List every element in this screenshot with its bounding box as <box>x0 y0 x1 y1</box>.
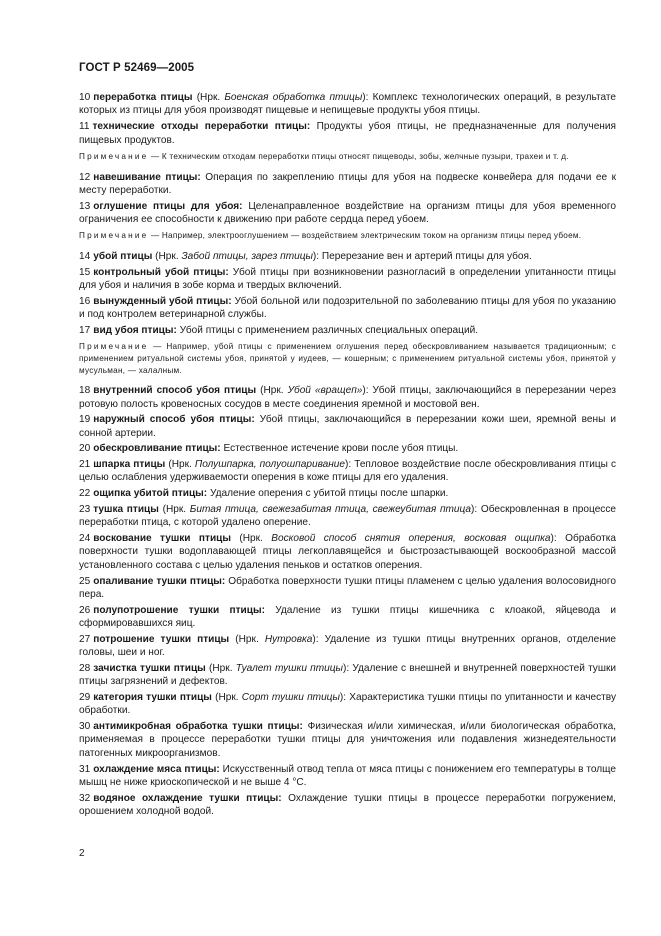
note-text: — Например, электрооглушением — воздействием электрическим током на организм птицы перед убоем. <box>148 231 582 241</box>
note <box>79 230 616 242</box>
note-label: Примечание <box>79 151 149 161</box>
term-pre: (Нрк. <box>158 503 190 515</box>
term-pre: (Нрк. <box>165 459 195 471</box>
term-number: 10 <box>79 92 91 103</box>
term-name: охлаждение мяса птицы: <box>93 763 220 775</box>
term-number: 20 <box>79 443 91 455</box>
document-header: ГОСТ Р 52469—2005 <box>79 62 195 74</box>
term-number: 29 <box>79 691 91 703</box>
term-name: полупотрошение тушки птицы: <box>93 604 265 616</box>
note-label: Примечание <box>79 231 149 241</box>
term-number: 31 <box>79 763 91 775</box>
term-entry <box>79 633 616 660</box>
term-definition: Обработка поверхности тушки птицы пламенем с целью удаления волосовидного пера. <box>79 575 616 600</box>
term-number: 30 <box>79 721 91 733</box>
term-number: 14 <box>79 251 91 263</box>
term-definition: ): Убой птицы, заключающийся в перерезании через ротовую полость кровеносных сосудов в месте соединения яремной и мостовой вен. <box>79 385 616 410</box>
note <box>79 151 616 163</box>
term-number: 26 <box>79 604 91 616</box>
term-definition: ): Обескровленная в процессе переработки птица, с которой удалено оперение. <box>79 503 617 529</box>
note-text: — К техническим отходам переработки птицы относят пищеводы, зобы, желчные пузыри, трахеи и т. д. <box>148 151 569 161</box>
term-synonym: Боенская обработка птицы <box>224 92 363 103</box>
term-entry <box>79 442 616 455</box>
term-definition: ): Характеристика тушки птицы по упитанности и качеству обработки. <box>79 691 616 717</box>
term-synonym: Восковой способ снятия оперения, восковая ощипка <box>271 532 551 544</box>
term-entry <box>79 171 616 198</box>
term-entry <box>79 792 616 819</box>
term-number: 13 <box>79 200 91 212</box>
term-definition: ): Тепловое воздействие после обескровливания птицы с целью ослабления удерживаемости оперения в коже птицы для его удаления. <box>79 459 616 484</box>
term-pre: (Нрк. <box>256 385 288 397</box>
page-number: 2 <box>79 848 85 859</box>
term-name: воскование тушки птицы <box>93 532 231 544</box>
term-number: 18 <box>79 385 91 397</box>
term-entry <box>79 91 616 118</box>
term-name: опаливание тушки птицы: <box>93 575 226 587</box>
term-name: обескровливание птицы: <box>93 443 221 455</box>
term-definition: Целенаправленное воздействие на организм птицы для убоя временного ограничения ее способности к движению при работе сердца перед убоем. <box>79 200 616 226</box>
term-definition: ): Обработка поверхности тушки водоплавающей птицы легкоплавящейся и быстрозастывающей воскообразной массой установленного состава с целью удаления пеньков и остатков оперения. <box>79 532 617 571</box>
term-name: переработка птицы <box>93 92 193 103</box>
term-entry <box>79 295 616 322</box>
term-definition: Естественное истечение крови после убоя птицы. <box>220 443 459 455</box>
term-entry <box>79 413 616 440</box>
term-entry <box>79 266 616 293</box>
term-number: 15 <box>79 266 91 278</box>
term-definition: Убой птицы при возникновении разногласий в определении упитанности птицы для убоя и наличия в зобе корма и твердых включений. <box>79 266 616 292</box>
term-entry <box>79 532 616 572</box>
term-number: 32 <box>79 792 91 804</box>
term-number: 27 <box>79 633 91 645</box>
term-number: 11 <box>79 121 90 133</box>
term-entry <box>79 250 616 263</box>
term-synonym: Полушпарка, полуошпаривание <box>194 459 346 471</box>
term-name: контрольный убой птицы: <box>93 266 229 278</box>
term-name: потрошение тушки птицы <box>93 633 230 645</box>
term-number: 25 <box>79 575 91 587</box>
terms-list <box>79 91 616 818</box>
term-name: убой птицы <box>93 251 153 263</box>
term-definition: Искусственный отвод тепла от мяса птицы с понижением его температуры в толще мышц не ниже криоскопической и не выше 4 °С. <box>79 763 616 788</box>
term-name: антимикробная обработка тушки птицы: <box>93 721 303 733</box>
term-name: технические отходы переработки птицы: <box>92 121 311 133</box>
term-entry <box>79 384 616 411</box>
term-synonym: Битая птица, свежезабитая птица, свежеубитая птица <box>189 503 472 515</box>
term-number: 28 <box>79 662 91 674</box>
term-definition: Охлаждение тушки птицы в процессе переработки погружением, орошением холодной водой. <box>79 792 616 818</box>
term-name: оглушение птицы для убоя: <box>93 200 243 212</box>
document-page <box>79 62 616 821</box>
term-synonym: Убой «вращеп» <box>287 385 363 397</box>
term-definition: Удаление из тушки птицы кишечника с клоакой, яйцевода и сформировавшихся яиц. <box>79 604 617 630</box>
term-number: 16 <box>79 295 91 307</box>
term-definition: ): Удаление с внешней и внутренней поверхностей тушки птицы загрязнений и дефектов. <box>79 662 616 688</box>
term-entry <box>79 324 616 337</box>
term-entry <box>79 604 616 631</box>
term-name: вид убоя птицы: <box>93 324 177 336</box>
term-definition: Физическая и/или химическая, и/или биологическая обработка, применяемая в процессе переработки тушки птицы для уничтожения или подавления жизнедеятельности патогенных микроорганизмов. <box>79 721 616 759</box>
term-synonym: Забой птицы, зарез птицы <box>181 251 313 263</box>
term-entry <box>79 691 616 718</box>
term-definition: Убой птицы, заключающийся в перерезании кожи шеи, яремной вены и сонной артерии. <box>79 414 616 439</box>
term-definition: ): Перерезание вен и артерий птицы для убоя. <box>312 251 532 263</box>
term-definition: Удаление оперения с убитой птицы после шпарки. <box>207 488 449 500</box>
term-definition: Убой больной или подозрительной по заболеванию птицы для убоя по указанию и под контролем ветеринарной службы. <box>79 295 616 321</box>
term-pre: (Нрк. <box>192 92 225 103</box>
term-synonym: Нутровка <box>264 633 313 645</box>
term-number: 21 <box>79 459 91 471</box>
term-name: тушка птицы <box>93 503 159 515</box>
term-entry <box>79 458 616 485</box>
term-number: 22 <box>79 488 91 500</box>
term-number: 19 <box>79 414 91 426</box>
term-definition: Продукты убоя птицы, не предназначенные для получения пищевых продуктов. <box>79 121 616 146</box>
term-pre: (Нрк. <box>229 633 265 645</box>
term-pre: (Нрк. <box>152 251 182 263</box>
term-pre: (Нрк. <box>230 532 272 544</box>
note <box>79 341 616 376</box>
term-definition: ): Удаление из тушки птицы внутренних органов, отделение головы, шеи и ног. <box>79 633 617 659</box>
note-text: — Например, убой птицы с применением оглушения перед обескровливанием называется традиционным; с применением ритуальной системы убоя, принятой у иудеев, — кошерным; с применением ритуальной системы убоя, принятой у мусульман, — халалным. <box>79 342 616 375</box>
term-entry <box>79 120 616 147</box>
term-number: 12 <box>79 171 91 183</box>
term-name: внутренний способ убоя птицы <box>93 385 257 397</box>
term-entry <box>79 200 616 227</box>
term-entry <box>79 720 616 760</box>
term-entry <box>79 575 616 602</box>
term-definition: Убой птицы с применением различных специальных операций. <box>176 324 479 336</box>
term-name: водяное охлаждение тушки птицы: <box>93 792 282 804</box>
term-name: навешивание птицы: <box>93 171 201 183</box>
term-name: ощипка убитой птицы: <box>93 488 208 500</box>
term-entry <box>79 503 616 530</box>
term-name: категория тушки птицы <box>93 691 212 703</box>
term-definition: Операция по закреплению птицы для убоя на подвеске конвейера для подачи ее к месту переработки. <box>79 171 616 196</box>
term-name: наружный способ убоя птицы: <box>93 414 255 426</box>
term-name: зачистка тушки птицы <box>93 662 206 674</box>
note-label: Примечание <box>79 342 149 352</box>
term-name: шпарка птицы <box>93 459 166 471</box>
term-entry <box>79 662 616 689</box>
term-synonym: Туалет тушки птицы <box>235 662 343 674</box>
term-entry <box>79 763 616 790</box>
term-pre: (Нрк. <box>211 691 242 703</box>
term-number: 23 <box>79 503 91 515</box>
term-number: 24 <box>79 532 91 544</box>
term-definition: ): Комплекс технологических операций, в результате которых из птицы для убоя производят пищевые и непищевые продукты убоя птицы. <box>79 92 617 117</box>
term-name: вынужденный убой птицы: <box>93 295 232 307</box>
term-synonym: Сорт тушки птицы <box>241 691 340 703</box>
term-number: 17 <box>79 324 91 336</box>
term-entry <box>79 487 616 500</box>
term-pre: (Нрк. <box>205 662 236 674</box>
